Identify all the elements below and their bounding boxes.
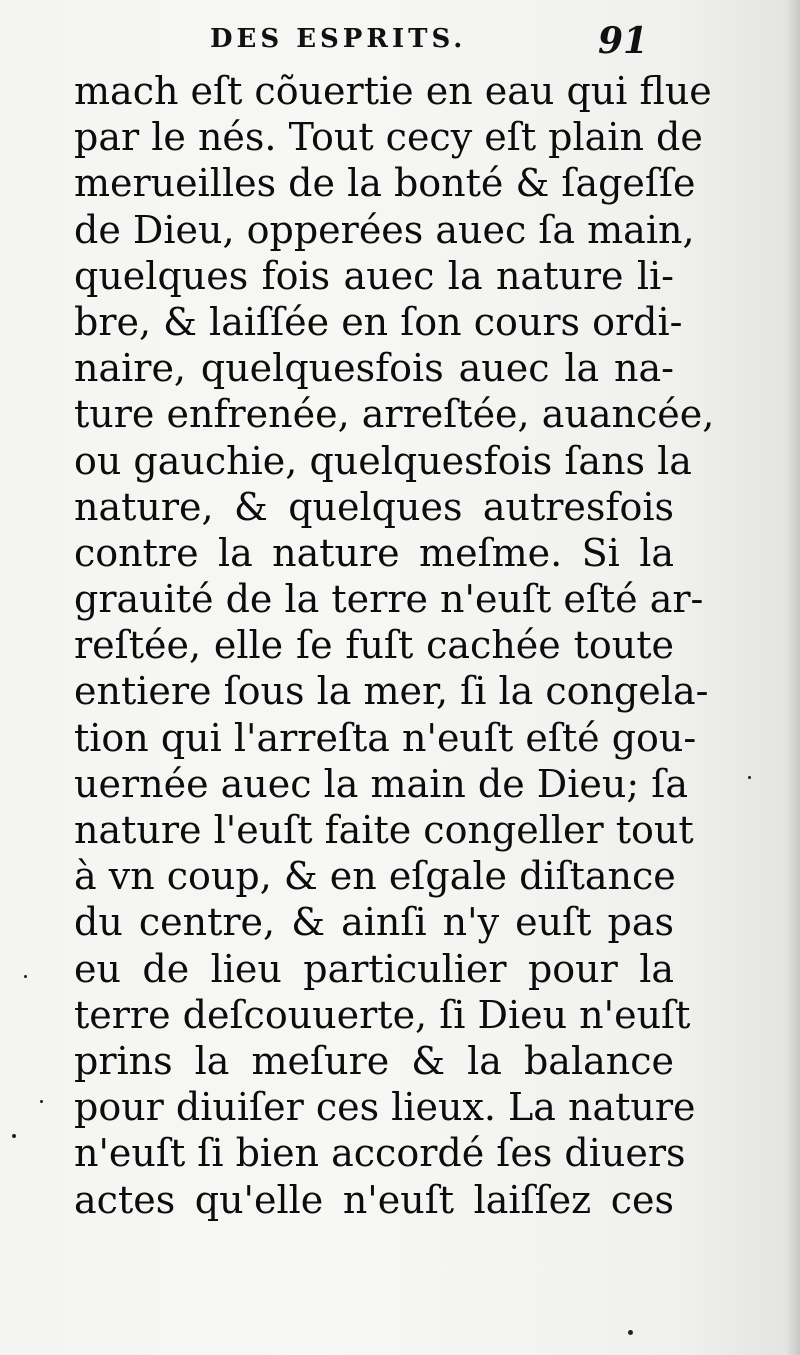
text-line: nature l'euſt faite congeller tout (74, 808, 694, 852)
text-line: bre, & laiſſée en ſon cours ordi- (74, 299, 683, 344)
text-line: grauité de la terre n'euſt eſté ar- (74, 577, 704, 622)
text-line: eu de lieu particulier pour la (74, 946, 674, 991)
text-line: mach eſt cõuertie en eau qui flue (74, 69, 712, 113)
text-line: actes qu'elle n'euſt laiſſez ces (74, 1177, 674, 1222)
paper-speck (628, 1330, 633, 1335)
paper-speck (24, 975, 27, 978)
text-line: du centre, & ainſi n'y euſt pas (74, 900, 674, 945)
text-line: tion qui l'arreſta n'euſt eſté gou- (74, 715, 697, 760)
text-line: merueilles de la bonté & ſageſſe (74, 161, 696, 206)
paper-speck (12, 1134, 16, 1138)
body-text (74, 68, 715, 1223)
text-line: entiere ſous la mer, ſi la congela- (74, 669, 709, 714)
running-head (0, 22, 800, 62)
text-line: de Dieu, opperées auec ſa main, (74, 207, 695, 252)
text-line: prins la meſure & la balance (74, 1038, 674, 1083)
text-line: n'euſt ſi bien accordé ſes diuers (74, 1131, 686, 1176)
paper-speck (748, 776, 751, 779)
text-line: pour diuiſer ces lieux. La nature (74, 1085, 696, 1130)
text-line: ture enfrenée, arreſtée, auancée, (74, 392, 715, 437)
running-title: DES ESPRITS. (210, 24, 467, 54)
text-line: terre deſcouuerte, ſi Dieu n'euſt (74, 992, 691, 1037)
page-number: 91 (598, 20, 649, 62)
text-line: naire, quelquesfois auec la na- (74, 346, 674, 391)
text-line: par le nés. Tout cecy eſt plain de (74, 115, 703, 160)
paper-speck (40, 1100, 43, 1103)
text-line: quelques fois auec la nature li- (74, 253, 674, 298)
text-line: contre la nature meſme. Si la (74, 530, 674, 575)
text-line: à vn coup, & en eſgale diſtance (74, 854, 676, 899)
text-line: uernée auec la main de Dieu; ſa (74, 761, 688, 806)
text-line: ou gauchie, quelquesfois ſans la (74, 438, 692, 483)
text-line: reſtée, elle ſe fuſt cachée toute (74, 623, 674, 668)
text-line: nature, & quelques autresfois (74, 484, 674, 529)
